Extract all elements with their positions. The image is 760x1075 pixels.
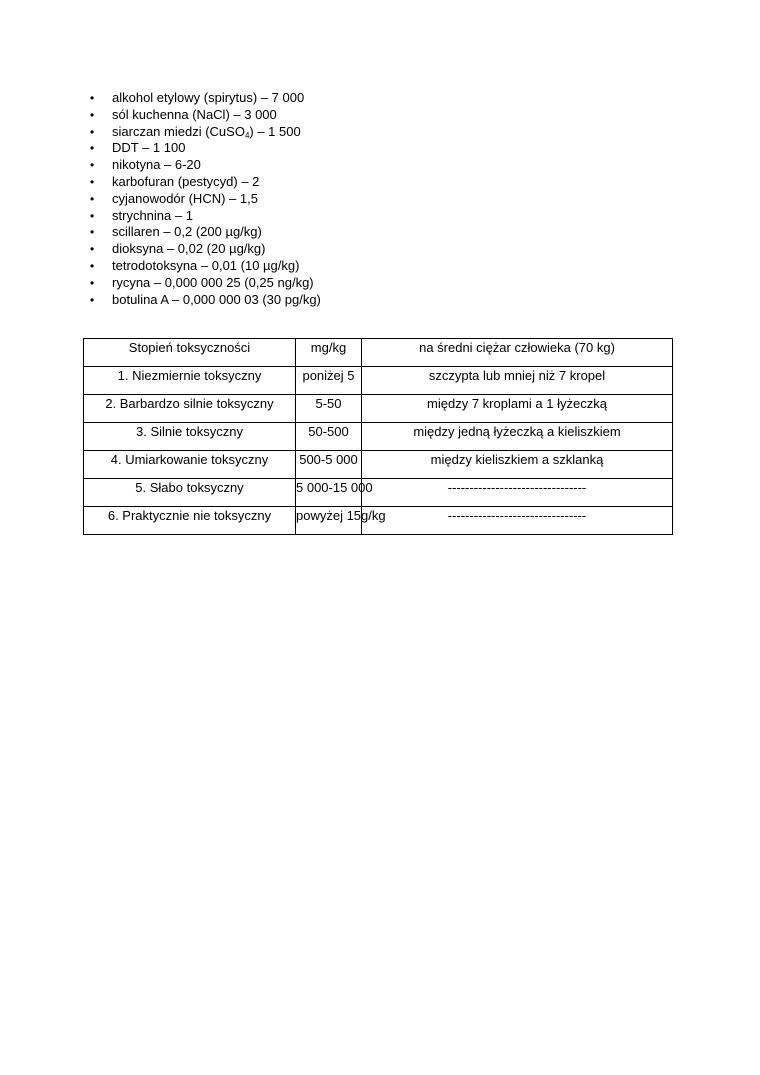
bullet-icon: •	[90, 107, 95, 122]
cell-degree: 2. Barbardzo silnie toksyczny	[84, 395, 296, 423]
toxicity-table	[83, 338, 673, 535]
header-cell-mg-kg: mg/kg	[296, 339, 362, 367]
list-item-text: strychnina – 1	[112, 207, 193, 223]
list-item	[90, 208, 321, 225]
cell-dose: 5 000-15 000	[296, 479, 362, 507]
list-item-text: dioksyna – 0,02 (20 µg/kg)	[112, 241, 266, 257]
table-header-row	[84, 339, 673, 367]
list-item	[90, 124, 321, 141]
cell-degree: 6. Praktycznie nie toksyczny	[84, 507, 296, 535]
substance-lethal-dose-list	[90, 90, 321, 308]
list-item-text-end: ) – 1 500	[249, 123, 301, 139]
list-item-text: siarczan miedzi (CuSO	[112, 123, 245, 139]
cell-degree: 5. Słabo toksyczny	[84, 479, 296, 507]
list-item-text: scillaren – 0,2 (200 µg/kg)	[112, 224, 262, 240]
table-row	[84, 395, 673, 423]
cell-amount: między 7 kroplami a 1 łyżeczką	[362, 395, 673, 423]
list-item	[90, 174, 321, 191]
list-item-text: sól kuchenna (NaCl) – 3 000	[112, 106, 277, 122]
list-item-text: cyjanowodór (HCN) – 1,5	[112, 190, 258, 206]
bullet-icon: •	[90, 158, 95, 173]
bullet-icon: •	[90, 275, 95, 290]
table-row	[84, 451, 673, 479]
list-item	[90, 90, 321, 107]
cell-amount: --------------------------------	[362, 479, 673, 507]
list-item-text: nikotyna – 6-20	[112, 157, 201, 173]
list-item	[90, 107, 321, 124]
bullet-icon: •	[90, 124, 95, 139]
cell-dose: 50-500	[296, 423, 362, 451]
bullet-icon: •	[90, 141, 95, 156]
header-cell-toxicity-degree: Stopień toksyczności	[84, 339, 296, 367]
list-item	[90, 224, 321, 241]
cell-amount: między kieliszkiem a szklanką	[362, 451, 673, 479]
cell-dose: 5-50	[296, 395, 362, 423]
cell-dose: 500-5 000	[296, 451, 362, 479]
table-row	[84, 423, 673, 451]
list-item	[90, 241, 321, 258]
cell-dose: poniżej 5	[296, 367, 362, 395]
bullet-icon: •	[90, 242, 95, 257]
cell-degree: 3. Silnie toksyczny	[84, 423, 296, 451]
bullet-icon: •	[90, 91, 95, 105]
list-item-text: rycyna – 0,000 000 25 (0,25 ng/kg)	[112, 274, 314, 290]
cell-degree: 1. Niezmiernie toksyczny	[84, 367, 296, 395]
list-item	[90, 140, 321, 157]
list-item-text: botulina A – 0,000 000 03 (30 pg/kg)	[112, 291, 321, 307]
cell-amount: --------------------------------	[362, 507, 673, 535]
bullet-icon: •	[90, 174, 95, 189]
bullet-icon: •	[90, 292, 95, 307]
cell-degree: 4. Umiarkowanie toksyczny	[84, 451, 296, 479]
list-item	[90, 292, 321, 309]
cell-dose: powyżej 15g/kg	[296, 507, 362, 535]
list-item-text: DDT – 1 100	[112, 140, 186, 156]
header-cell-average-weight: na średni ciężar człowieka (70 kg)	[362, 339, 673, 367]
bullet-icon: •	[90, 191, 95, 206]
cell-amount: między jedną łyżeczką a kieliszkiem	[362, 423, 673, 451]
bullet-icon: •	[90, 225, 95, 240]
list-item	[90, 275, 321, 292]
bullet-icon: •	[90, 258, 95, 273]
subscript: 4	[244, 130, 250, 140]
list-item	[90, 191, 321, 208]
table-row	[84, 367, 673, 395]
list-item-text: alkohol etylowy (spirytus) – 7 000	[112, 90, 305, 105]
list-item-text: tetrodotoksyna – 0,01 (10 µg/kg)	[112, 257, 300, 273]
table-row	[84, 479, 673, 507]
list-item	[90, 157, 321, 174]
table-row	[84, 507, 673, 535]
list-item-text: karbofuran (pestycyd) – 2	[112, 173, 260, 189]
list-item	[90, 258, 321, 275]
cell-amount: szczypta lub mniej niż 7 kropel	[362, 367, 673, 395]
bullet-icon: •	[90, 208, 95, 223]
